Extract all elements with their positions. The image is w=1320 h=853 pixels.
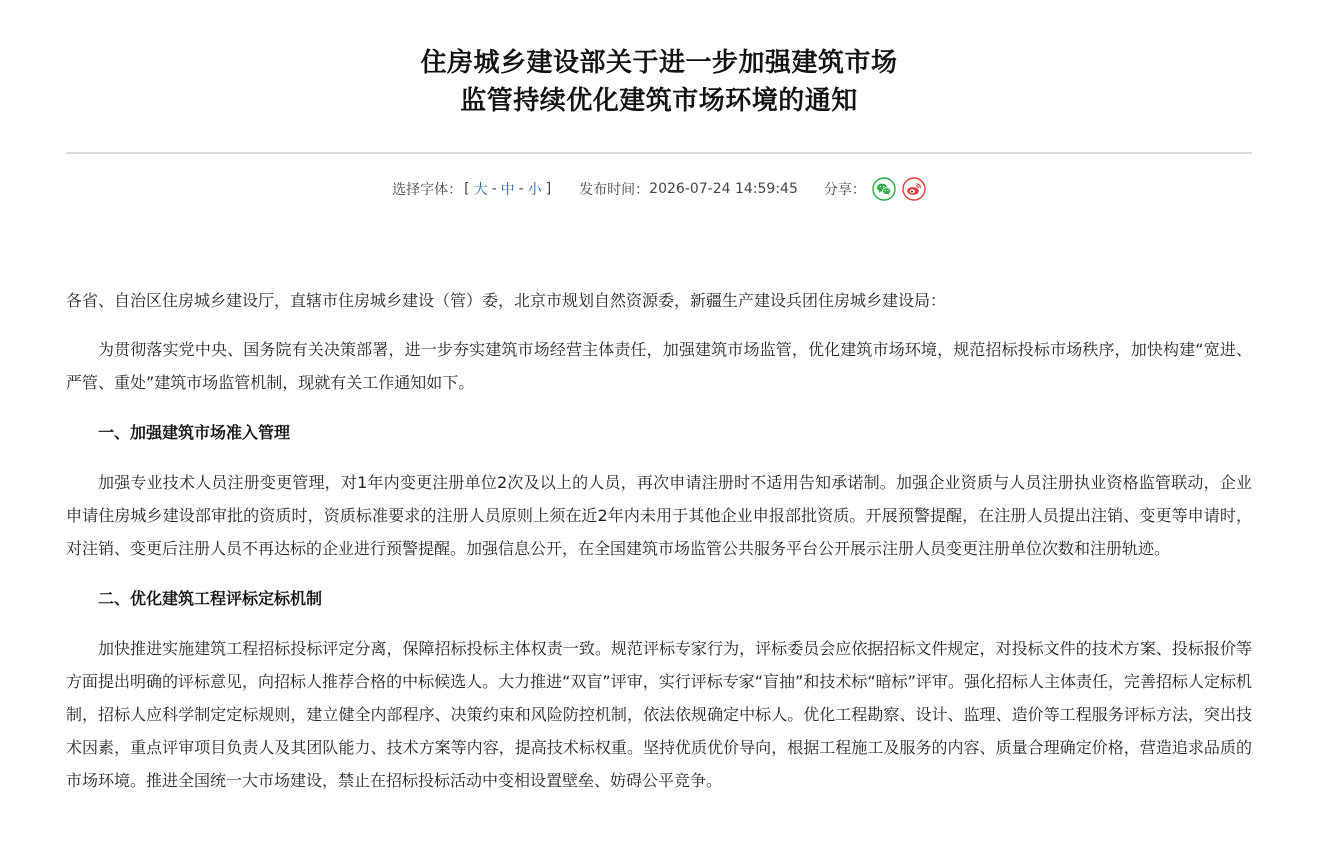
- publish-time: [579, 179, 798, 199]
- share-label: 分享：: [823, 182, 866, 198]
- intro-paragraph: 为贯彻落实党中央、国务院有关决策部署，进一步夯实建筑市场经营主体责任，加强建筑市场监管，优化建筑市场环境，规范招标投标市场秩序，加快构建“宽进、严管、重处”建筑市场监管机制，现就有关工作通知如下。: [66, 340, 1252, 392]
- font-size-large-link[interactable]: 大: [473, 182, 488, 198]
- article-body: [66, 284, 1252, 797]
- font-size-small-link[interactable]: 小: [527, 182, 542, 198]
- article-container: [66, 0, 1252, 814]
- section-heading-2: 二、优化建筑工程评标定标机制: [98, 589, 323, 608]
- weibo-icon[interactable]: [902, 177, 926, 201]
- font-size-medium-link[interactable]: 中: [500, 182, 515, 198]
- title-divider: [66, 152, 1252, 154]
- publish-time-value: 2026-07-24 14:59:45: [649, 181, 798, 197]
- article-title: [66, 0, 1252, 120]
- bracket-close: ]: [545, 181, 552, 197]
- font-select-label: 选择字体：: [392, 182, 463, 198]
- font-size-separator: -: [491, 181, 497, 197]
- salutation: 各省、自治区住房城乡建设厅，直辖市住房城乡建设（管）委，北京市规划自然资源委，新疆生产建设兵团住房城乡建设局：: [66, 291, 947, 310]
- article-title-line-2: 监管持续优化建筑市场环境的通知: [460, 86, 858, 116]
- article-meta-bar: [66, 174, 1252, 204]
- bracket-open: [: [464, 181, 470, 197]
- article-title-line-1: 住房城乡建设部关于进一步加强建筑市场: [420, 48, 898, 78]
- share-group: [824, 177, 926, 201]
- font-size-separator: -: [518, 181, 524, 197]
- font-size-selector: [392, 179, 553, 199]
- publish-time-label: 发布时间：: [579, 182, 650, 198]
- section-paragraph-1: 加强专业技术人员注册变更管理，对1年内变更注册单位2次及以上的人员，再次申请注册时不适用告知承诺制。加强企业资质与人员注册执业资格监管联动，企业申请住房城乡建设部审批的资质时，资质标准要求的注册人员原则上须在近2年内未用于其他企业申报部批资质。开展预警提醒，在注册人员提出注销、变更等申请时，对注销、变更后注册人员不再达标的企业进行预警提醒。加强信息公开，在全国建筑市场监管公共服务平台公开展示注册人员变更注册单位次数和注册轨迹。: [66, 473, 1252, 558]
- section-heading-1: 一、加强建筑市场准入管理: [98, 423, 291, 442]
- section-paragraph-2: 加快推进实施建筑工程招标投标评定分离，保障招标投标主体权责一致。规范评标专家行为，评标委员会应依据招标文件规定，对投标文件的技术方案、投标报价等方面提出明确的评标意见，向招标人推荐合格的中标候选人。大力推进“双盲”评审，实行评标专家“盲抽”和技术标“暗标”评审。强化招标人主体责任，完善招标人定标机制，招标人应科学制定定标规则，建立健全内部程序、决策约束和风险防控机制，依法依规确定中标人。优化工程勘察、设计、监理、造价等工程服务评标方法，突出技术因素，重点评审项目负责人及其团队能力、技术方案等内容，提高技术标权重。坚持优质优价导向，根据工程施工及服务的内容、质量合理确定价格，营造追求品质的市场环境。推进全国统一大市场建设，禁止在招标投标活动中变相设置壁垒、妨碍公平竞争。: [66, 639, 1252, 790]
- wechat-icon[interactable]: [872, 177, 896, 201]
